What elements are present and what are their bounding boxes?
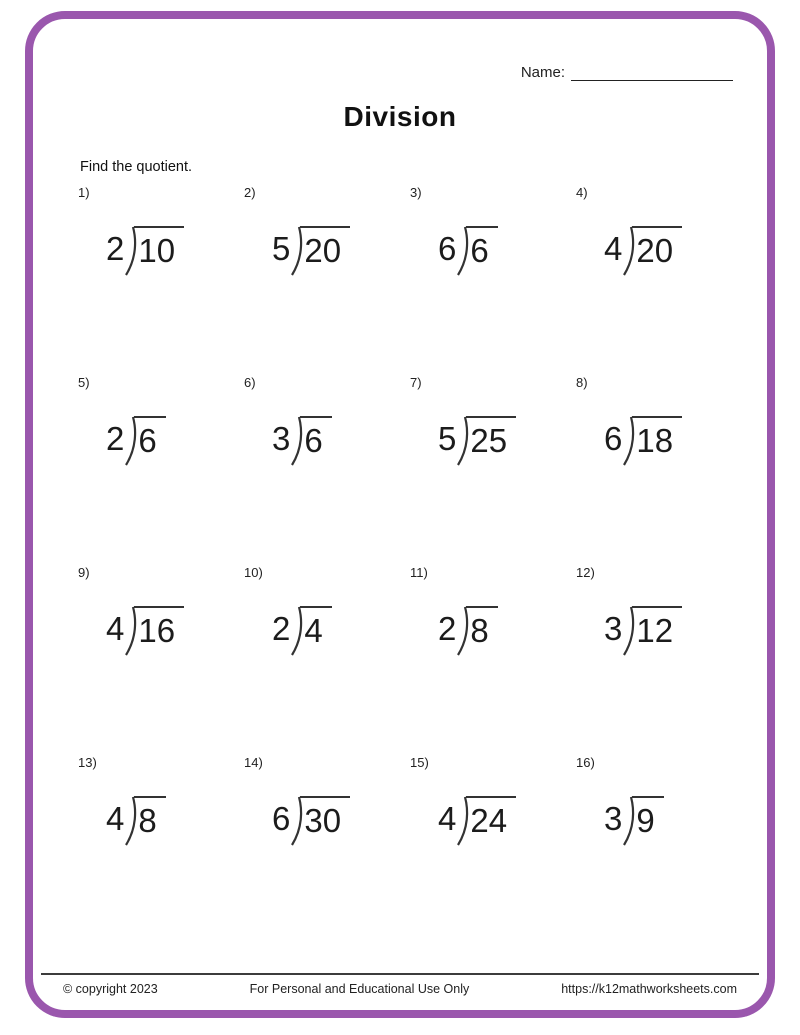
dividend-value: 20: [632, 226, 682, 274]
division-problem: [78, 375, 244, 565]
divisor-value: 6: [604, 420, 623, 457]
division-expression: [604, 226, 682, 276]
dividend-value: 25: [466, 416, 516, 464]
footer-copyright: © copyright 2023: [63, 982, 158, 996]
division-expression: [438, 226, 498, 276]
dividend-value: 6: [300, 416, 331, 464]
worksheet-border-frame: [25, 11, 775, 1018]
division-expression: [272, 416, 332, 466]
divisor-value: 2: [438, 610, 457, 647]
dividend-value: 6: [466, 226, 497, 274]
problem-number: 12): [576, 565, 595, 580]
footer-website-url: https://k12mathworksheets.com: [561, 982, 737, 996]
name-row: [33, 61, 767, 81]
dividend-value: 16: [134, 606, 184, 654]
dividend-value: 6: [134, 416, 165, 464]
division-problem: [244, 565, 410, 755]
division-problem: [576, 185, 742, 375]
dividend-value: 4: [300, 606, 331, 654]
instruction-text: Find the quotient.: [80, 159, 193, 175]
dividend-value: 8: [134, 796, 165, 844]
problem-number: 8): [576, 375, 588, 390]
page-title: Division: [343, 101, 457, 132]
divisor-value: 3: [272, 420, 291, 457]
problem-number: 14): [244, 755, 263, 770]
problem-number: 3): [410, 185, 422, 200]
division-problem: [244, 755, 410, 945]
division-expression: [106, 796, 166, 846]
divisor-value: 3: [604, 610, 623, 647]
division-problem: [576, 565, 742, 755]
division-expression: [604, 796, 664, 846]
problem-number: 13): [78, 755, 97, 770]
dividend-value: 9: [632, 796, 663, 844]
division-problem: [410, 565, 576, 755]
dividend-value: 10: [134, 226, 184, 274]
divisor-value: 2: [106, 420, 125, 457]
division-expression: [272, 796, 350, 846]
divisor-value: 4: [106, 800, 125, 837]
division-expression: [438, 606, 498, 656]
problem-number: 5): [78, 375, 90, 390]
name-label: Name:: [520, 64, 565, 81]
divisor-value: 5: [272, 230, 291, 267]
problems-grid: [78, 185, 742, 945]
division-problem: [410, 755, 576, 945]
division-expression: [604, 416, 682, 466]
footer: [41, 973, 759, 996]
problem-number: 4): [576, 185, 588, 200]
division-expression: [438, 796, 516, 846]
problem-number: 2): [244, 185, 256, 200]
divisor-value: 2: [272, 610, 291, 647]
division-expression: [272, 606, 332, 656]
division-problem: [410, 185, 576, 375]
dividend-value: 20: [300, 226, 350, 274]
name-blank-line: [571, 61, 733, 81]
divisor-value: 4: [604, 230, 623, 267]
division-expression: [272, 226, 350, 276]
dividend-value: 8: [466, 606, 497, 654]
division-problem: [244, 375, 410, 565]
problem-number: 15): [410, 755, 429, 770]
divisor-value: 6: [272, 800, 291, 837]
division-problem: [576, 375, 742, 565]
problem-number: 1): [78, 185, 90, 200]
division-expression: [604, 606, 682, 656]
divisor-value: 3: [604, 800, 623, 837]
division-problem: [78, 565, 244, 755]
division-expression: [106, 606, 184, 656]
division-problem: [576, 755, 742, 945]
problem-number: 9): [78, 565, 90, 580]
division-problem: [78, 755, 244, 945]
divisor-value: 2: [106, 230, 125, 267]
division-problem: [410, 375, 576, 565]
division-problem: [78, 185, 244, 375]
divisor-value: 6: [438, 230, 457, 267]
problem-number: 6): [244, 375, 256, 390]
footer-usage-note: For Personal and Educational Use Only: [249, 982, 470, 996]
problem-number: 7): [410, 375, 422, 390]
divisor-value: 4: [438, 800, 457, 837]
problem-number: 11): [410, 565, 428, 580]
division-expression: [106, 416, 166, 466]
division-problem: [244, 185, 410, 375]
divisor-value: 4: [106, 610, 125, 647]
division-expression: [106, 226, 184, 276]
dividend-value: 24: [466, 796, 516, 844]
problem-number: 16): [576, 755, 595, 770]
dividend-value: 18: [632, 416, 682, 464]
dividend-value: 12: [632, 606, 682, 654]
division-expression: [438, 416, 516, 466]
dividend-value: 30: [300, 796, 350, 844]
problem-number: 10): [244, 565, 263, 580]
divisor-value: 5: [438, 420, 457, 457]
